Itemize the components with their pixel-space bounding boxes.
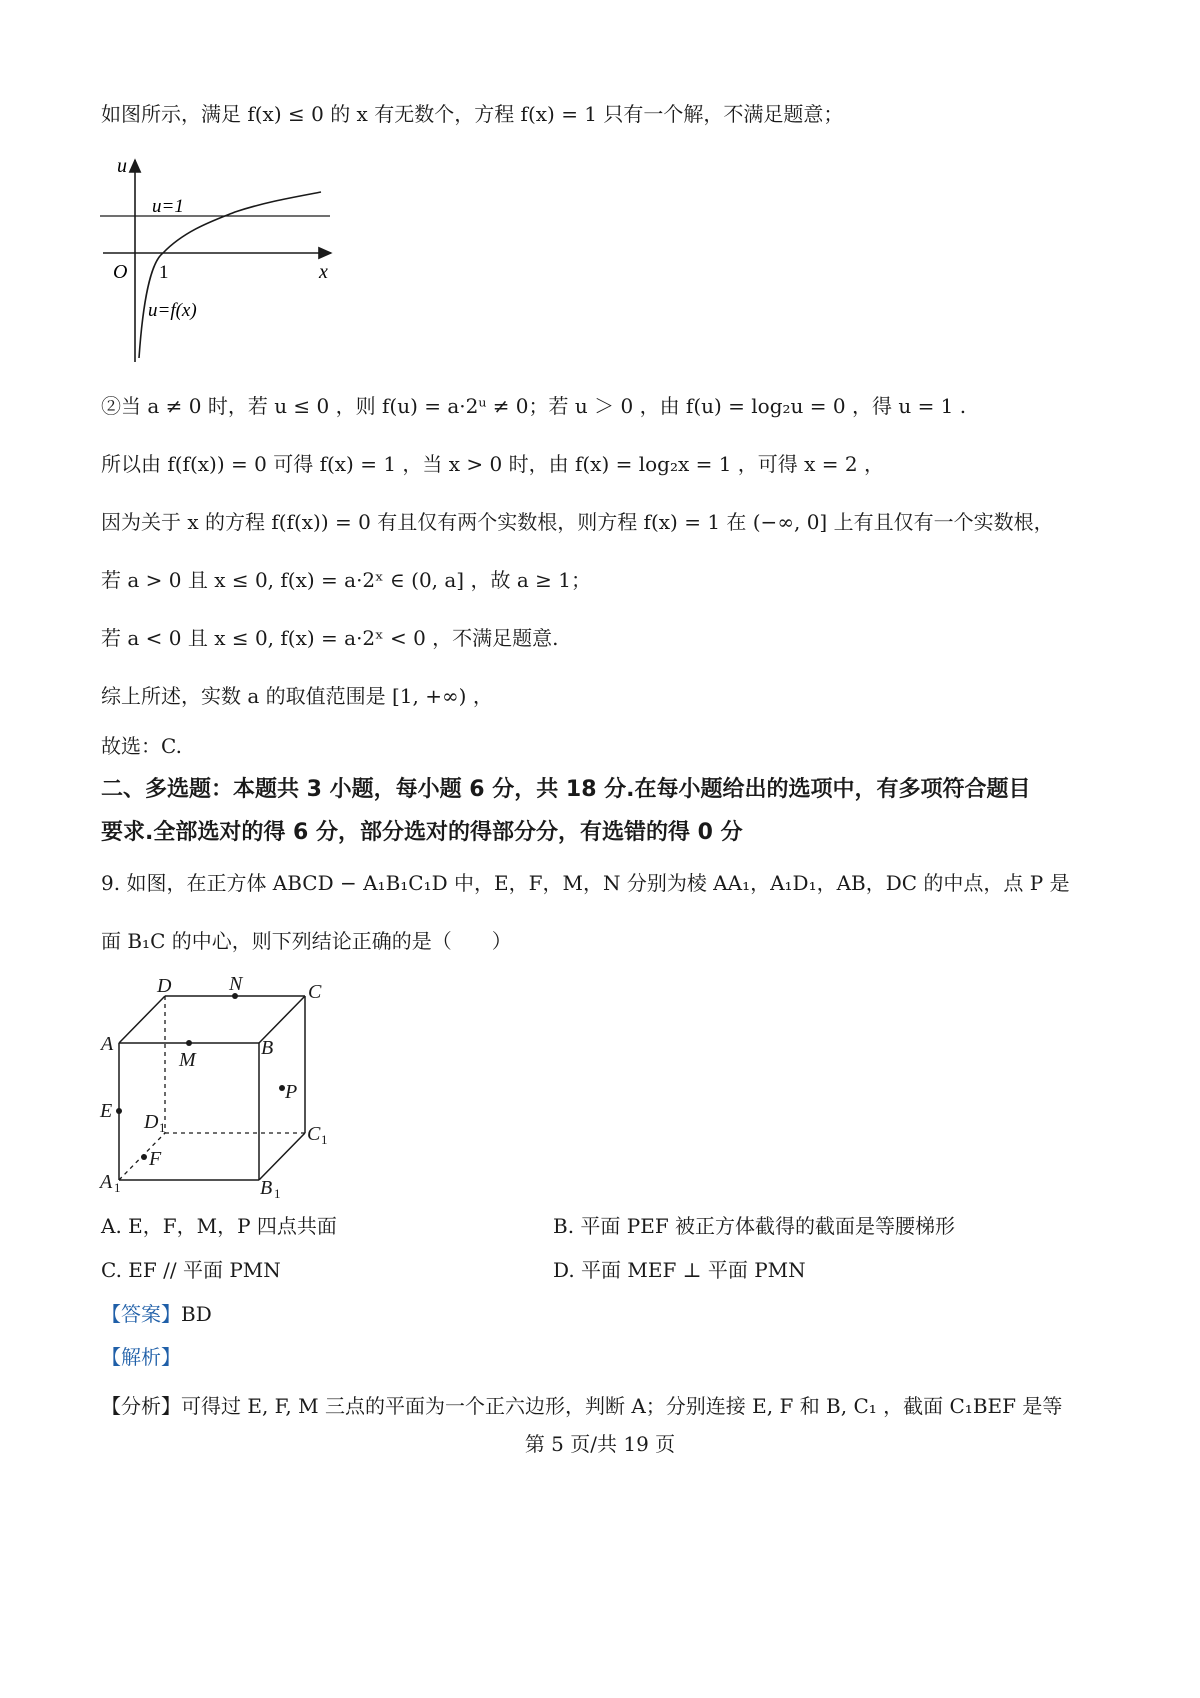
label-D: D xyxy=(157,975,172,997)
point-F xyxy=(141,1154,147,1160)
text-line-2: ②当 a ≠ 0 时，若 u ≤ 0 ，则 f(u) = a·2ᵘ ≠ 0；若 u ＞ 0 ，由 f(u) = log₂u = 0 ，得 u = 1 . xyxy=(101,394,967,418)
label-N: N xyxy=(229,973,243,995)
option-b: B. 平面 PEF 被正方体截得的截面是等腰梯形 xyxy=(553,1214,956,1238)
analysis-row xyxy=(101,1343,181,1371)
answer-value: BD xyxy=(181,1302,212,1326)
label-B1-subscript: 1 xyxy=(274,1186,281,1201)
point-M xyxy=(186,1040,192,1046)
label-D1: D xyxy=(144,1111,159,1133)
answer-row xyxy=(101,1300,212,1328)
section-heading-line-1: 二、多选题：本题共 3 小题，每小题 6 分，共 18 分.在每小题给出的选项中，有多项符合题目 xyxy=(101,777,1031,802)
text-line-8: 故选：C. xyxy=(101,734,182,758)
question-line-2: 面 B₁C 的中心，则下列结论正确的是（ ） xyxy=(101,929,512,953)
x-axis-label: x xyxy=(319,261,328,283)
page-footer: 第 5 页/共 19 页 xyxy=(524,1432,676,1456)
edge-BC xyxy=(259,996,305,1043)
label-D1-subscript: 1 xyxy=(159,1120,166,1135)
edge-AD xyxy=(119,996,165,1043)
label-P: P xyxy=(285,1081,298,1103)
u-axis-label: u xyxy=(117,155,127,177)
text-line-4: 因为关于 x 的方程 f(f(x)) = 0 有且仅有两个实数根，则方程 f(x) = 1 在 (−∞, 0] 上有且仅有一个实数根， xyxy=(101,510,1054,534)
label-C1-subscript: 1 xyxy=(321,1132,328,1147)
fenxi-tag: 【分析】 xyxy=(101,1394,181,1418)
fenxi-row xyxy=(101,1392,1062,1420)
option-a: A. E，F，M，P 四点共面 xyxy=(101,1214,337,1238)
label-A1: A xyxy=(100,1171,113,1193)
option-c: C. EF // 平面 PMN xyxy=(101,1258,281,1282)
edge-B1C1 xyxy=(259,1133,305,1180)
text-line-5: 若 a > 0 且 x ≤ 0, f(x) = a·2ˣ ∈ (0, a] ，故 a ≥ 1； xyxy=(101,568,591,592)
curve-label: u=f(x) xyxy=(148,300,197,321)
label-M: M xyxy=(179,1049,196,1071)
u-equals-1-label: u=1 xyxy=(152,196,184,217)
text-line-1: 如图所示，满足 f(x) ≤ 0 的 x 有无数个，方程 f(x) = 1 只有一个解，不满足题意； xyxy=(101,102,844,126)
question-line-1: 9. 如图，在正方体 ABCD − A₁B₁C₁D 中，E，F，M，N 分别为棱 AA₁，A₁D₁，AB，DC 的中点，点 P 是 xyxy=(101,871,1070,895)
label-A1-subscript: 1 xyxy=(114,1180,121,1195)
label-B1: B xyxy=(260,1177,273,1199)
text-line-3: 所以由 f(f(x)) = 0 可得 f(x) = 1 ，当 x > 0 时，由 f(x) = log₂x = 1 ，可得 x = 2 ， xyxy=(101,452,884,476)
label-C1: C xyxy=(307,1123,321,1145)
option-d: D. 平面 MEF ⊥ 平面 PMN xyxy=(553,1258,806,1282)
label-F: F xyxy=(149,1148,162,1170)
section-heading-line-2: 要求.全部选对的得 6 分，部分选对的得部分分，有选错的得 0 分 xyxy=(101,820,743,845)
text-line-6: 若 a < 0 且 x ≤ 0, f(x) = a·2ˣ < 0 ，不满足题意. xyxy=(101,626,559,650)
label-E: E xyxy=(100,1100,113,1122)
label-B: B xyxy=(261,1037,274,1059)
origin-label: O xyxy=(113,261,128,283)
one-label: 1 xyxy=(159,262,169,283)
fenxi-text: 可得过 E, F, M 三点的平面为一个正六边形，判断 A；分别连接 E, F 和 B, C₁ ，截面 C₁BEF 是等 xyxy=(181,1394,1063,1418)
label-A: A xyxy=(101,1033,114,1055)
cube-figure xyxy=(95,970,345,1202)
function-graph xyxy=(95,150,345,365)
text-line-7: 综上所述，实数 a 的取值范围是 [1, +∞) ， xyxy=(101,684,493,708)
answer-tag: 【答案】 xyxy=(101,1302,181,1326)
analysis-tag: 【解析】 xyxy=(101,1345,181,1369)
label-C: C xyxy=(308,981,322,1003)
point-E xyxy=(116,1108,122,1114)
